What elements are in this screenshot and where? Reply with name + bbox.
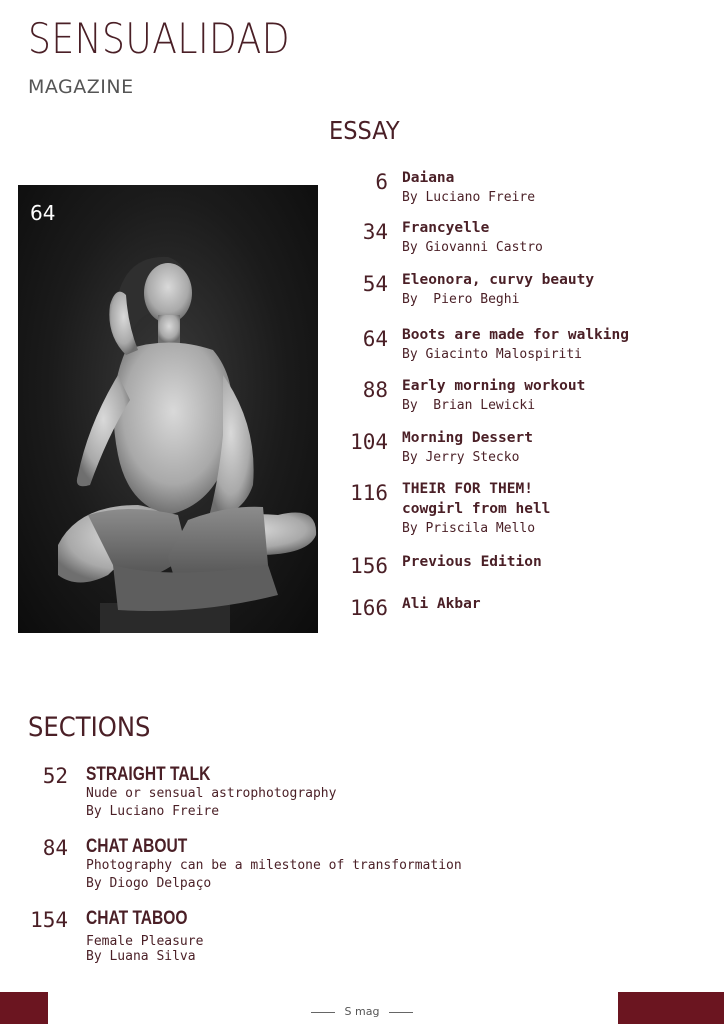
section-byline: By Diogo Delpaço [86, 876, 212, 891]
entry-title: Daiana [402, 170, 455, 186]
page-number: 104 [350, 430, 388, 454]
section-label: STRAIGHT TALK [86, 764, 211, 785]
section-subtitle: Photography can be a milestone of transformation [86, 858, 462, 873]
entry-title: Boots are made for walking [402, 327, 629, 343]
entry-byline: By Priscila Mello [402, 521, 536, 536]
magazine-subtitle: MAGAZINE [28, 76, 134, 98]
entry-title: Early morning workout [402, 378, 586, 394]
footer-rule-right [389, 1012, 413, 1013]
essay-heading: ESSAY [329, 116, 400, 145]
entry-byline: By Giovanni Castro [402, 240, 543, 255]
photo-page-number: 64 [30, 201, 56, 225]
page-number: 84 [42, 836, 68, 860]
entry-title-line2: cowgirl from hell [402, 501, 551, 517]
section-byline: By Luciano Freire [86, 804, 220, 819]
entry-byline: By Brian Lewicki [402, 398, 536, 413]
page-number: 54 [362, 272, 388, 296]
section-label: CHAT ABOUT [86, 836, 188, 857]
footer-rule-left [311, 1012, 335, 1013]
page-number: 88 [362, 378, 388, 402]
page-number: 52 [42, 764, 68, 788]
entry-title: THEIR FOR THEM! [402, 481, 533, 497]
entry-byline: By Piero Beghi [402, 292, 520, 307]
entry-title: Previous Edition [402, 554, 542, 570]
cover-photo[interactable] [18, 185, 318, 633]
page-number: 34 [362, 220, 388, 244]
section-subtitle: Female Pleasure [86, 934, 204, 949]
page-number: 154 [30, 908, 68, 932]
section-subtitle: Nude or sensual astrophotography [86, 786, 337, 801]
section-label: CHAT TABOO [86, 908, 188, 929]
entry-byline: By Luciano Freire [402, 190, 536, 205]
entry-title: Eleonora, curvy beauty [402, 272, 595, 288]
footer-text: S mag [344, 1005, 380, 1018]
entry-byline: By Giacinto Malospiriti [402, 347, 583, 362]
section-byline: By Luana Silva [86, 949, 196, 964]
page-number: 6 [375, 170, 388, 194]
photo-illustration [18, 185, 318, 633]
magazine-title: SENSUALIDAD [28, 14, 291, 63]
entry-title: Francyelle [402, 220, 490, 236]
page-number: 64 [362, 327, 388, 351]
entry-title: Morning Dessert [402, 430, 533, 446]
sections-heading: SECTIONS [28, 712, 151, 743]
entry-byline: By Jerry Stecko [402, 450, 520, 465]
entry-title: Ali Akbar [402, 596, 481, 612]
footer-label [0, 1005, 724, 1018]
page-number: 116 [350, 481, 388, 505]
page-number: 156 [350, 554, 388, 578]
page-number: 166 [350, 596, 388, 620]
